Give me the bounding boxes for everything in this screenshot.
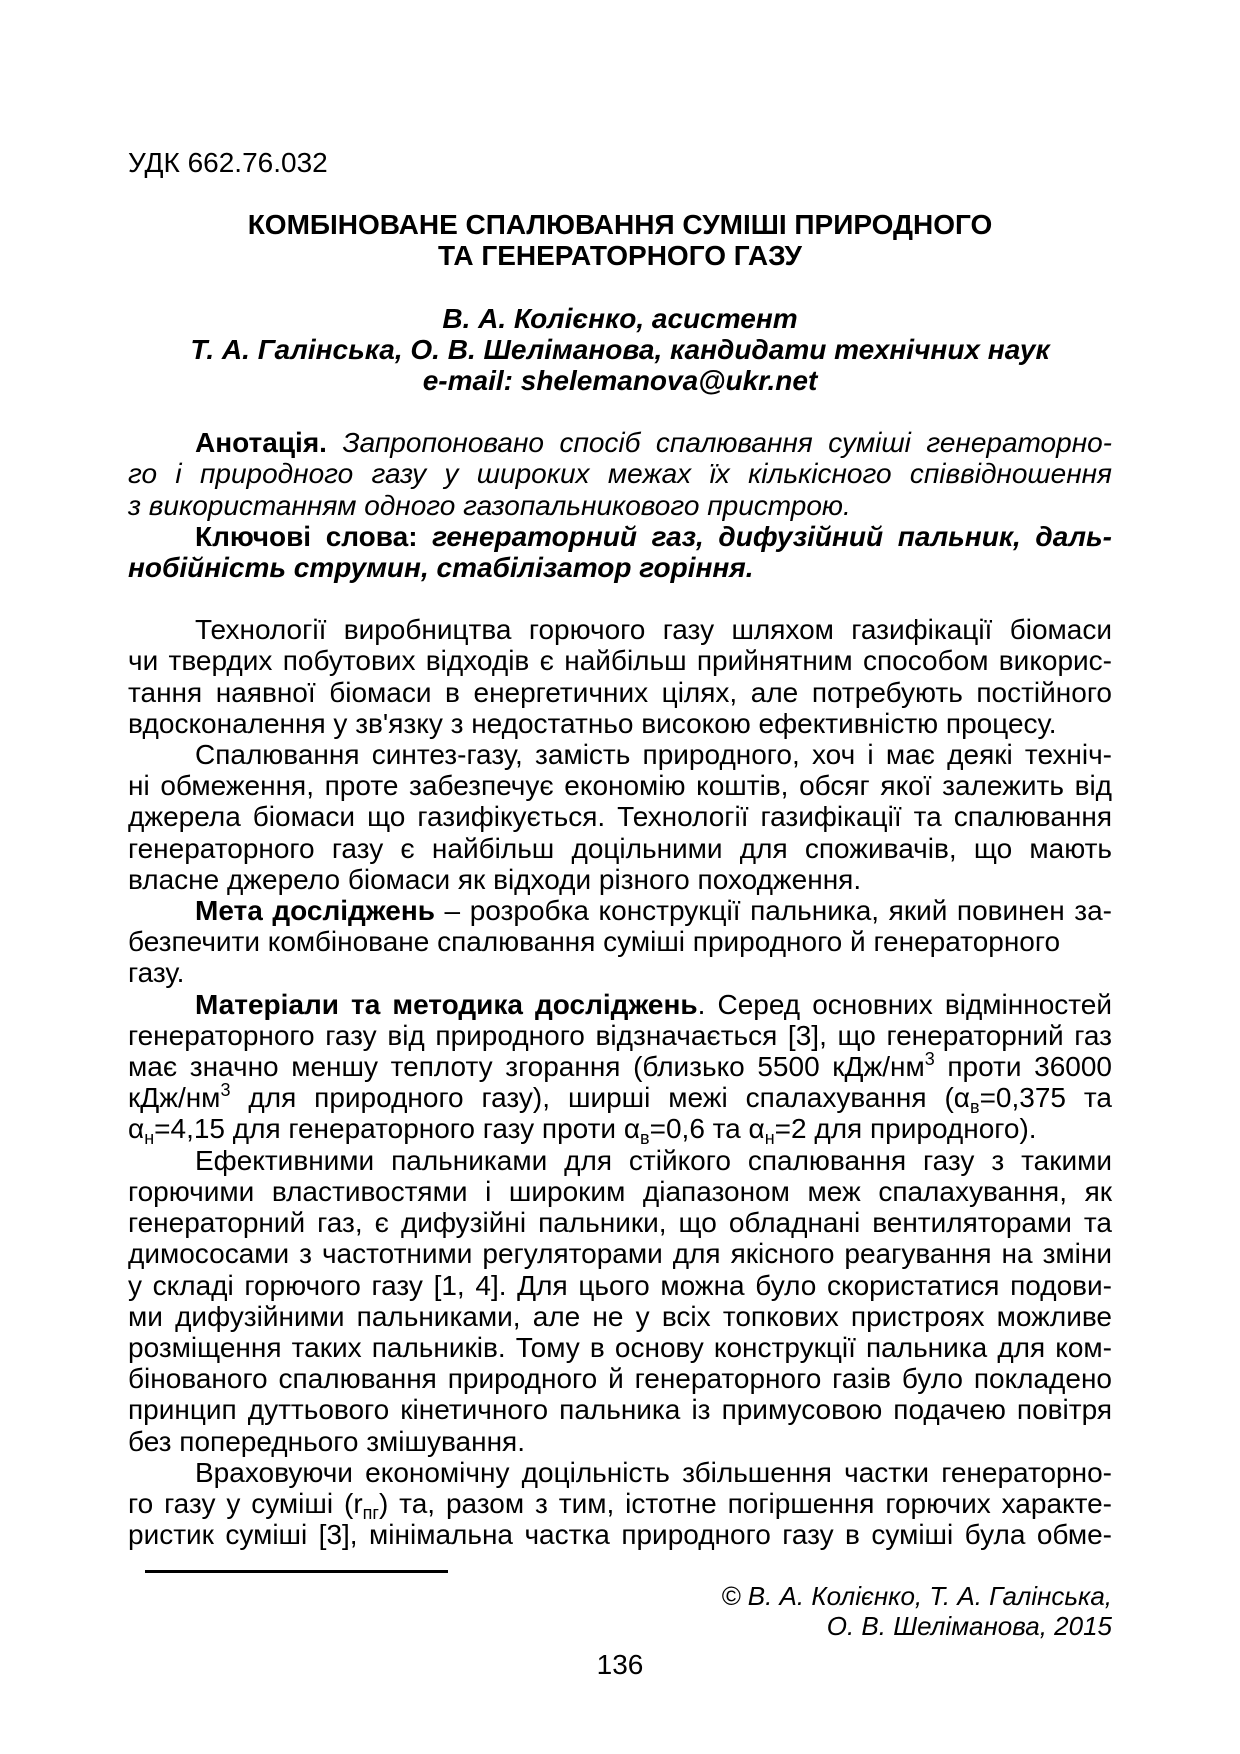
paragraph-line: тання наявної біомаси в енергетичних цілях, але потребують постійного [128,676,1112,708]
paragraph-line: вдосконалення у зв'язку з недостатньо високою ефективністю процесу. [128,707,1057,739]
paragraph-line: кДж/$нм^3$ для природного газу), ширші межі спалахування ($\alpha_в=0,375$ та [128,1080,1113,1118]
paragraph-line: принцип дуттьового кінетичного пальника із примусовою подачею повітря [128,1394,1112,1426]
paragraph-line: генераторного газу є найбільш доцільними для споживачів, що мають [128,832,1112,864]
paper-title-line-1: КОМБІНОВАНЕ СПАЛЮВАННЯ СУМІШІ ПРИРОДНОГО [247,209,993,241]
paragraph-line: ристик суміші [3], мінімальна частка природного газу в суміші була обме- [128,1519,1112,1551]
paragraph-line: Враховуючи економічну доцільність збільшення частки генераторно- [195,1456,1112,1488]
paragraph-body-6 [128,1457,1112,1551]
author-line-2: Т. А. Галінська, О. В. Шеліманова, кандидати технічних наук [190,333,1050,365]
paragraph-body-5 [128,1145,1112,1457]
udc-label: УДК 662.76.032 [128,147,328,178]
paper-title-line-2: ТА ГЕНЕРАТОРНОГО ГАЗУ [438,240,802,272]
paragraph-body-3 [128,895,1112,989]
paragraph-abstract [128,427,1112,521]
paragraph-line: без попереднього змішування. [128,1425,525,1457]
copyright-block [128,1581,1112,1641]
paragraph-body-1 [128,614,1112,739]
paragraph-line: Ключові слова: генераторний газ, дифузійний пальник, даль- [195,520,1113,552]
paragraph-line: Технології виробництва горючого газу шляхом газифікації біомаси [195,614,1112,646]
paragraph-line: генераторний газ, є дифузійні пальники, що обладнані вентиляторами та [128,1207,1112,1239]
email-line: e-mail: shelemanova@ukr.net [422,365,818,397]
paragraph-line: бінованого спалювання природного й генераторного газів було покладено [128,1363,1112,1395]
paragraph-line: го і природного газу у широких межах їх кількісного співвідношення [128,458,1112,490]
paragraph-line: з використанням одного газопальникового пристрою. [128,489,851,521]
copyright-line-1: © В. А. Колієнко, Т. А. Галінська, [721,1581,1112,1612]
footnote-separator-rule [145,1570,448,1573]
paragraph-body-2 [128,739,1112,895]
authors-block [128,303,1112,397]
paper-title [128,209,1112,271]
paragraph-line: го газу у суміші $(r_{пг})$ та, разом з тим, істотне погіршення горючих характе- [128,1487,1112,1523]
paragraph-line: джерела біомаси що газифікується. Технології газифікації та спалювання [128,801,1112,833]
paragraph-line: Анотація. Запропоновано спосіб спалювання суміші генераторно- [195,427,1112,459]
paragraph-line: чи твердих побутових відходів є найбільш прийнятним способом викорис- [128,645,1112,677]
paragraph-line: Ефективними пальниками для стійкого спалювання газу з такими [195,1144,1112,1176]
paragraph-line: має значно меншу теплоту згорання (близько 5500 кДж/$нм^3$ проти 36000 [128,1049,1113,1083]
paragraph-line: у складі горючого газу [1, 4]. Для цього можна було скористатися подови- [128,1269,1112,1301]
copyright-line-2: О. В. Шеліманова, 2015 [826,1611,1112,1642]
paragraph-line: ми дифузійними пальниками, але не у всіх топкових пристроях можливе [128,1300,1112,1332]
paragraph-line: розміщення таких пальників. Тому в основу конструкції пальника для ком- [128,1331,1112,1363]
page-number: 136 [596,1649,644,1681]
body-paragraphs [128,427,1112,1550]
paragraph-body-4 [128,988,1113,1149]
paragraph-line: Матеріали та методика досліджень. Серед основних відмінностей [195,988,1112,1020]
paragraph-keywords [128,521,1112,583]
paragraph-line: нобійність струмин, стабілізатор горіння. [128,552,754,584]
paragraph-line: $\alpha_н=4,15$ для генераторного газу проти $\alpha_в=0,6$ та $\alpha_н=2$ для природного). [128,1113,1037,1149]
paragraph-line: Спалювання синтез-газу, замість природного, хоч і має деякі техніч- [195,739,1112,771]
paragraph-line: горючими властивостями і широким діапазоном меж спалахування, як [128,1175,1112,1207]
paragraph-line: власне джерело біомаси як відходи різного походження. [128,863,862,895]
paragraph-line: Мета досліджень – розробка конструкції пальника, який повинен за- [195,895,1112,927]
paragraph-line: ні обмеження, проте забезпечує економію коштів, обсяг якої залежить від [128,770,1112,802]
author-line-1: В. А. Колієнко, асистент [442,302,798,334]
paragraph-line: генераторного газу від природного відзначається [3], що генераторний газ [128,1019,1112,1051]
paragraph-line: безпечити комбіноване спалювання суміші природного й генераторного газу. [128,926,1061,989]
paragraph-line: димососами з частотними регуляторами для якісного реагування на зміни [128,1238,1112,1270]
